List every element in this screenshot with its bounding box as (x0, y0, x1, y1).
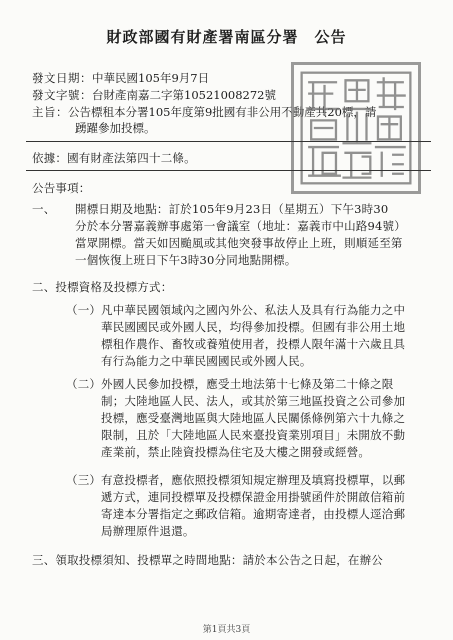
page-number: 第1頁共3頁 (202, 625, 251, 635)
section2-sub2-line: 制；大陸地區人民、法人，或其於第三地區投資之公司參加 (101, 394, 406, 408)
basis-label: 依據： (32, 151, 68, 165)
section1-line: 一個恢復上班日下午3時30分同地點開標。 (75, 253, 297, 267)
items-heading: 公告事項： (32, 181, 91, 195)
section2-sub1-line: 華民國國民或外國人民，均得參加投標。但國有非公用土地 (101, 320, 406, 334)
section2-sub3-line: 有意投標者，應依照投標須知規定辦理及填寫投標單，以郵 (101, 473, 406, 487)
issue-date-label: 發文日期： (32, 71, 92, 85)
section2-sub3-number: （三） (66, 473, 102, 487)
section1-line: 當眾開標。當天如因颱風或其他突發事故停止上班，則順延至第 (75, 236, 403, 250)
section1-line: 開標日期及地點：訂於105年9月23日（星期五）下午3時30 (75, 202, 389, 216)
section1-line: 分於本分署嘉義辦事處第一會議室（地址：嘉義市中山路94號） (75, 219, 406, 233)
section2-sub3-line: 遞方式，連同投標單及投標保證金用掛號函件於開啟信箱前 (101, 490, 406, 504)
section2-sub1-line: 凡中華民國領域內之國內外公、私法人及具有行為能力之中 (101, 303, 406, 317)
seal-graphic (294, 65, 418, 191)
section3-line: 三、領取投標須知、投標單之時間地點：請於本公告之日起，在辦公 (32, 553, 383, 567)
subject-continuation: 踴躍參加投標。 (75, 121, 156, 135)
section1-number: 一、 (32, 202, 56, 216)
subject-label: 主旨： (32, 105, 68, 119)
issue-date-row (32, 70, 209, 86)
official-seal-icon (291, 62, 421, 194)
section2-sub3-line: 寄達本分署指定之郵政信箱。逾期寄達者，由投標人逕洽郵 (101, 507, 406, 521)
document-number-row (32, 87, 276, 103)
section2-sub1-line: 有行為能力之中華民國國民或外國人民。 (101, 354, 312, 368)
issue-date-value: 中華民國105年9月7日 (92, 71, 210, 85)
basis-row (32, 150, 196, 166)
section2-sub2-line: 外國人民參加投標，應受土地法第十七條及第二十條之限 (101, 377, 394, 391)
section2-heading: 二、投標資格及投標方式： (32, 280, 173, 294)
basis-divider (26, 170, 431, 171)
section2-sub3-line: 局辦理原件退還。 (101, 524, 195, 538)
section2-sub2-line: 限制，且於「大陸地區人民來臺投資業別項目」未開放不動 (101, 428, 406, 442)
document-title: 財政部國有財產署南區分署 公告 (106, 28, 347, 46)
document-number-label: 發文字號： (32, 88, 92, 102)
section2-sub2-line: 投標，應受臺灣地區與大陸地區人民關係條例第六十九條之 (101, 411, 406, 425)
section2-sub1-number: （一） (66, 303, 102, 317)
header-divider (26, 141, 431, 142)
basis-value: 國有財產法第四十二條。 (67, 151, 196, 165)
document-number-value: 台財產南嘉二字第10521008272號 (92, 88, 276, 102)
subject-value: 公告標租本分署105年度第9批國有非公用不動產共20標，請 (68, 105, 377, 119)
section2-sub2-number: （二） (66, 377, 102, 391)
section2-sub2-line: 產業前，禁止陸資投標為住宅及大樓之開發或經營。 (101, 445, 371, 459)
section2-sub1-line: 標租作農作、畜牧或養殖使用者，投標人限年滿十六歲且具 (101, 337, 406, 351)
